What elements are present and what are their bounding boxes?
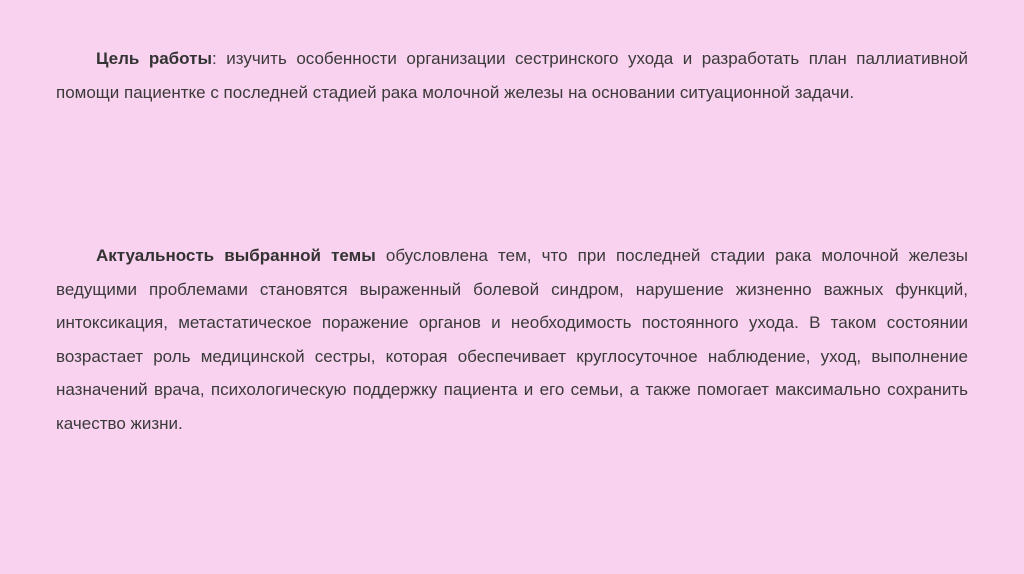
relevance-label: Актуальность выбранной темы: [96, 246, 376, 265]
relevance-text: обусловлена тем, что при последней стадии рака молочной железы ведущими проблемами становятся выраженный болевой синдром, нарушение жизненно важных функций, интоксикация, метастатическое поражение органов и необходимость постоянного ухода. В таком состоянии возрастает роль медицинской сестры, которая обеспечивает круглосуточное наблюдение, уход, выполнение назначений врача, психологическую поддержку пациента и его семьи, а также помогает максимально сохранить качество жизни.: [56, 246, 968, 433]
goal-label: Цель работы: [96, 49, 212, 68]
goal-paragraph: [56, 42, 968, 109]
goal-text: : изучить особенности организации сестринского ухода и разработать план паллиативной помощи пациентке с последней стадией рака молочной железы на основании ситуационной задачи.: [56, 49, 968, 102]
relevance-paragraph: [56, 239, 968, 440]
